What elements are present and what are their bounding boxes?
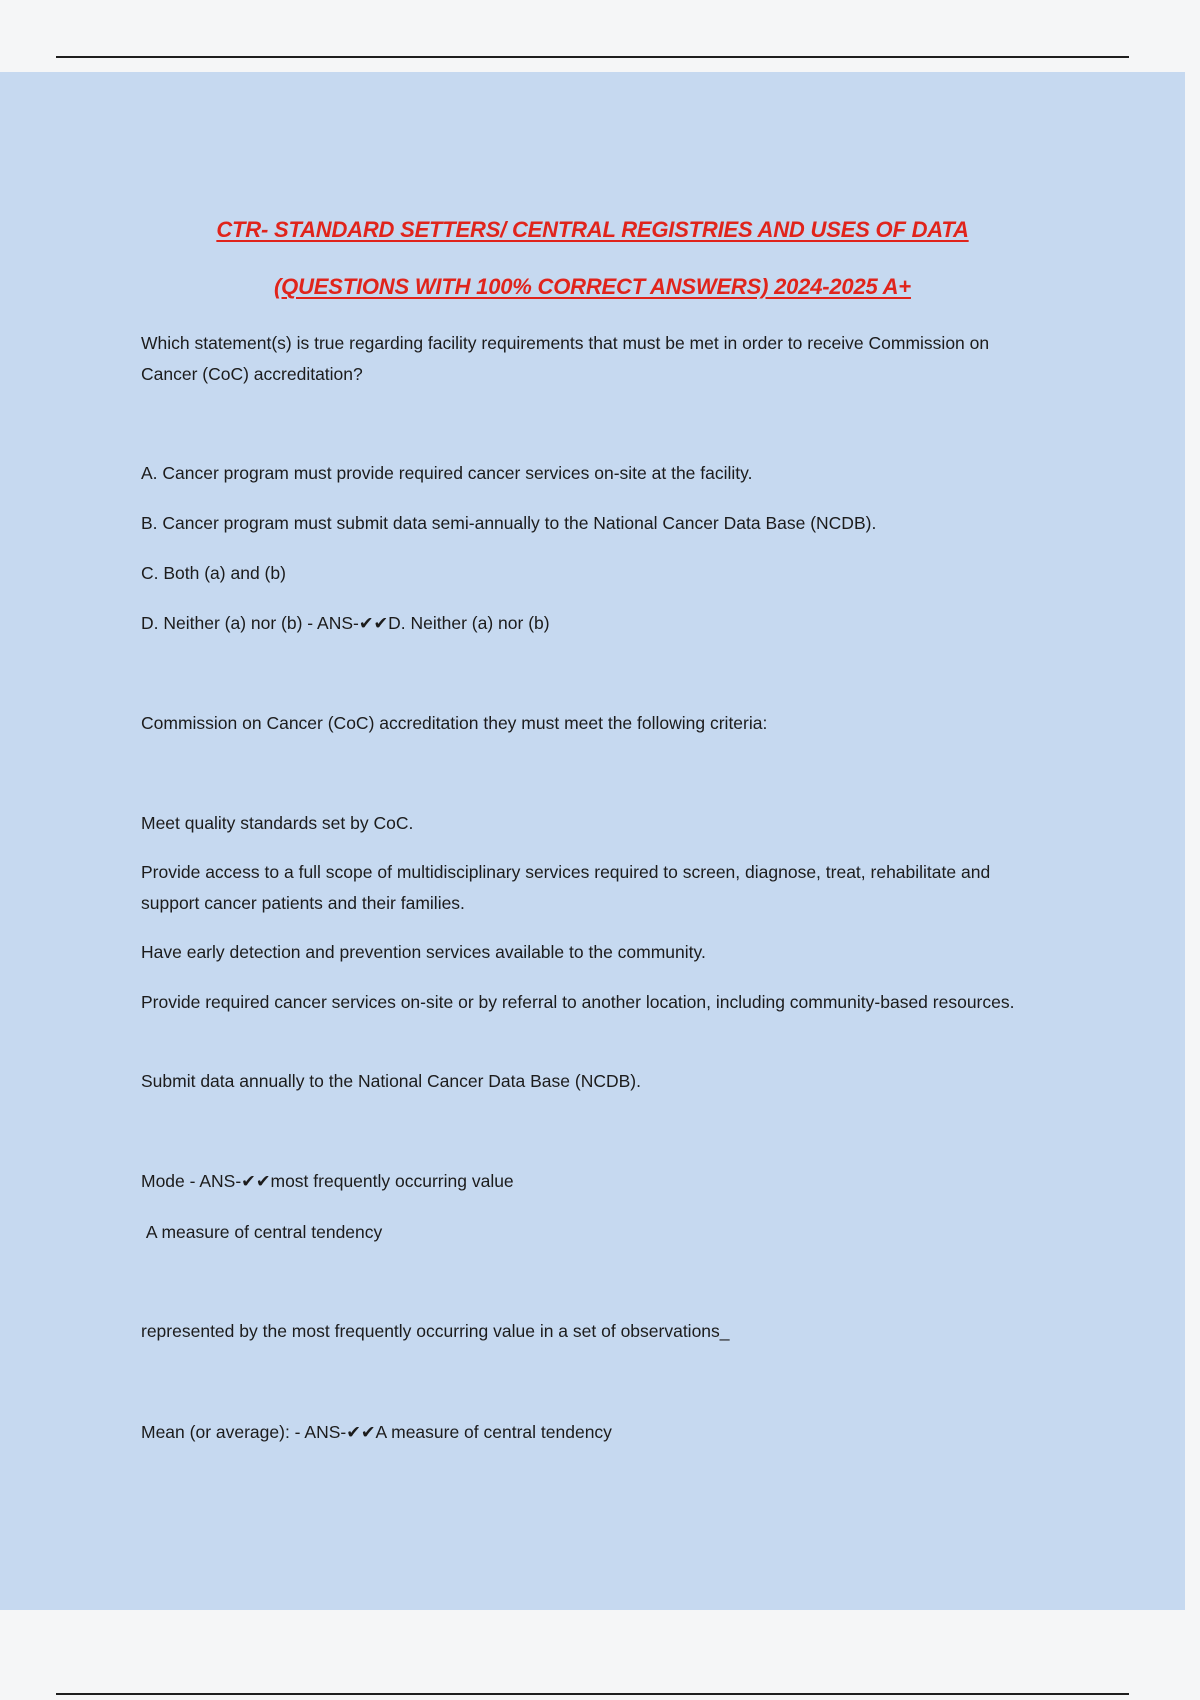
mode-answer: Mode - ANS-✔✔most frequently occurring value xyxy=(141,1171,514,1191)
criteria-item: Provide access to a full scope of multidisciplinary services required to screen, diagnose, treat, rehabilitate and support cancer patients and their families. xyxy=(141,862,996,913)
criteria-item: Submit data annually to the National Cancer Data Base (NCDB). xyxy=(141,1071,641,1091)
footer-rule xyxy=(56,1693,1129,1695)
mode-definition: A measure of central tendency xyxy=(141,1222,383,1242)
document-title-line-2: (QUESTIONS WITH 100% CORRECT ANSWERS) 2024-2025 A+ xyxy=(274,274,911,299)
criteria-item: Meet quality standards set by CoC. xyxy=(141,813,414,833)
option-a: A. Cancer program must provide required cancer services on-site at the facility. xyxy=(141,463,753,483)
option-d-answer: D. Neither (a) nor (b) - ANS-✔✔D. Neither (a) nor (b) xyxy=(141,613,550,633)
mode-detail: represented by the most frequently occurring value in a set of observations_ xyxy=(141,1321,730,1341)
criteria-intro: Commission on Cancer (CoC) accreditation they must meet the following criteria: xyxy=(141,713,768,733)
question-text: Which statement(s) is true regarding facility requirements that must be met in order to receive Commission on Cancer (CoC) accreditation? xyxy=(141,333,994,384)
option-b: B. Cancer program must submit data semi-annually to the National Cancer Data Base (NCDB). xyxy=(141,513,877,533)
page-panel xyxy=(0,72,1185,1610)
document-title-line-1: CTR- STANDARD SETTERS/ CENTRAL REGISTRIES AND USES OF DATA xyxy=(216,217,969,242)
mean-answer: Mean (or average): - ANS-✔✔A measure of central tendency xyxy=(141,1422,612,1442)
option-c: C. Both (a) and (b) xyxy=(141,563,286,583)
criteria-item: Provide required cancer services on-site or by referral to another location, including community-based resources. xyxy=(141,992,1015,1012)
header-rule xyxy=(56,56,1129,58)
criteria-item: Have early detection and prevention services available to the community. xyxy=(141,942,706,962)
